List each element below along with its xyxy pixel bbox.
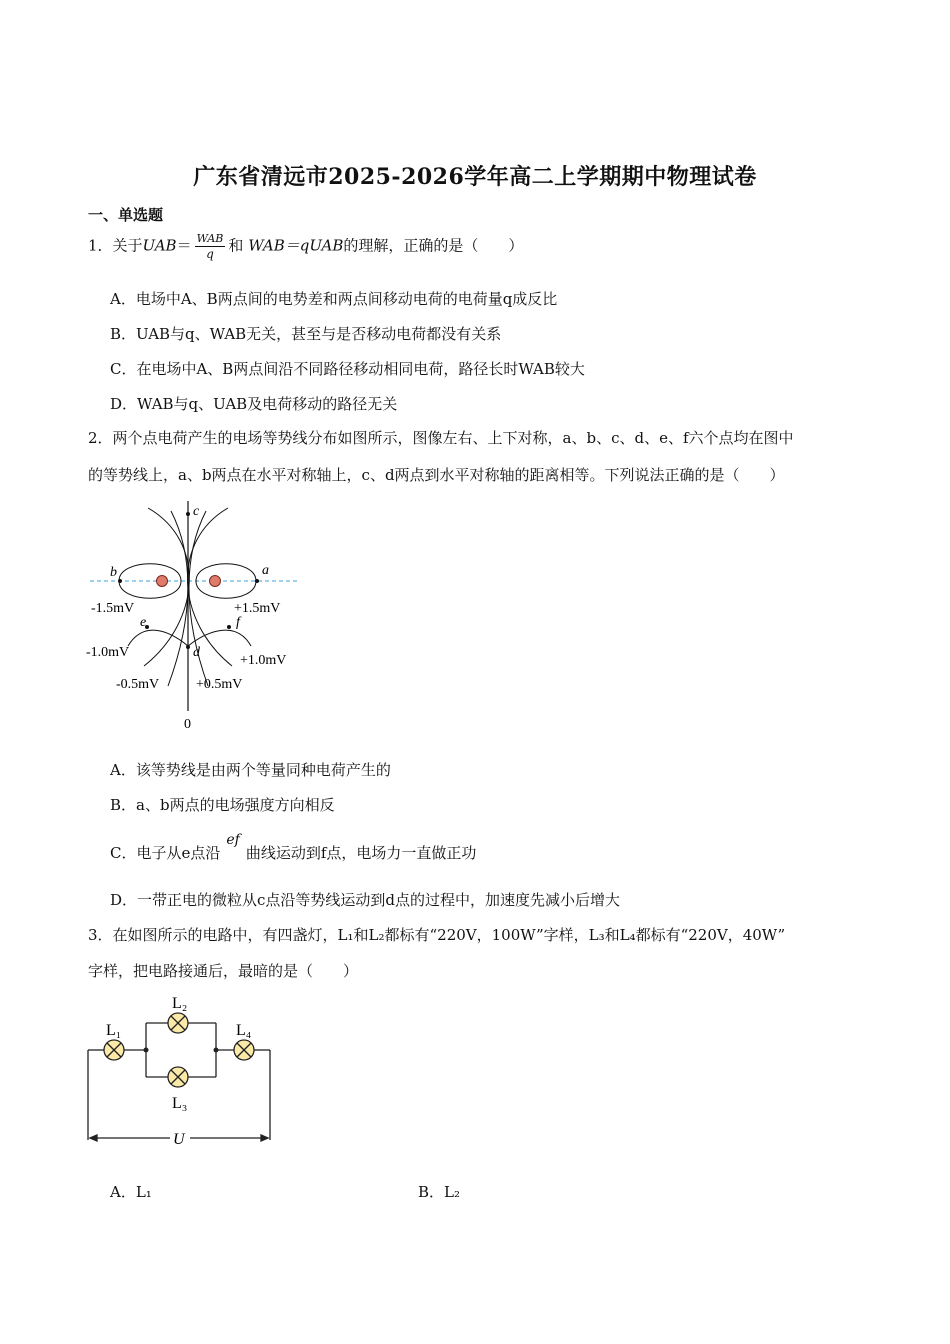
lamp-l4-icon [234,1040,254,1060]
question-2-line-1: 2．两个点电荷产生的电场等势线分布如图所示，图像左右、上下对称，a、b、c、d、e、f六个点均在图中 [88,429,794,447]
circuit-figure [84,990,284,1150]
question-2-line-2: 的等势线上，a、b两点在水平对称轴上，c、d两点到水平对称轴的距离相等。下列说法正确的是（ ） [88,466,785,484]
q2-option-b[interactable]: B．a、b两点的电场强度方向相反 [110,796,335,814]
label-l4: L₄ [236,1022,252,1039]
label-f: f [236,615,240,630]
label-l3: L₃ [172,1095,188,1112]
label-l1: L₁ [106,1022,122,1039]
lamp-l1-icon [104,1040,124,1060]
label-c: c [193,504,200,519]
q3-option-b[interactable]: B．L₂ [418,1183,460,1201]
curve-efd [128,630,251,646]
point-f [227,625,231,629]
q1-uab: UAB [142,236,177,255]
q1-formula: WAB＝qUAB [248,236,344,255]
q1-fraction [195,232,226,261]
curve-right-1 [188,508,232,666]
q2-option-c[interactable] [110,832,477,863]
label-u: U [173,1131,185,1148]
potential-neg-1-5: -1.5mV [91,601,135,616]
label-b: b [110,565,117,580]
point-d [186,645,190,649]
potential-pos-1-0: +1.0mV [240,653,287,668]
junction-left [144,1048,149,1053]
equipotential-figure [86,496,306,736]
point-a [255,579,259,583]
q2-c-post: 曲线运动到f点，电场力一直做正功 [245,844,477,862]
question-3-line-2: 字样，把电路接通后，最暗的是（ ） [88,962,359,980]
question-1-stem [88,232,523,261]
label-l2: L₂ [172,995,188,1012]
lamp-l3-icon [168,1067,188,1087]
potential-neg-0-5: -0.5mV [116,677,160,692]
label-d: d [193,645,200,660]
q2-c-pre: C．电子从e点沿 [110,844,221,862]
q1-option-d[interactable]: D．WAB与q、UAB及电荷移动的路径无关 [110,395,398,413]
q2-option-a[interactable]: A．该等势线是由两个等量同种电荷产生的 [110,761,391,779]
question-3-line-1: 3．在如图所示的电路中，有四盏灯，L₁和L₂都标有“220V，100W”字样，L₃和L₄都标有“220V，40W” [88,926,786,944]
page-title: 广东省清远市2025-2026学年高二上学期期中物理试卷 [193,164,757,190]
junction-right [214,1048,219,1053]
point-c [186,512,190,516]
q1-option-a[interactable]: A．电场中A、B两点间的电势差和两点间移动电荷的电荷量q成反比 [110,290,558,308]
curve-left-1 [144,508,189,666]
potential-pos-1-5: +1.5mV [234,601,281,616]
q3-option-a[interactable]: A．L₁ [110,1183,152,1201]
q1-option-b[interactable]: B．UAB与q、WAB无关，甚至与是否移动电荷都没有关系 [110,325,502,343]
label-a: a [262,563,269,578]
q1-frac-den: q [206,247,214,261]
charge-left [157,576,168,587]
point-b [118,579,122,583]
charge-right [210,576,221,587]
potential-pos-0-5: +0.5mV [196,677,243,692]
potential-neg-1-0: -1.0mV [86,645,130,660]
q1-prefix: 1．关于 [88,236,143,255]
label-e: e [140,615,147,630]
q1-and: 和 [228,236,244,255]
label-zero: 0 [184,717,191,732]
q2-option-d[interactable]: D．一带正电的微粒从c点沿等势线运动到d点的过程中，加速度先减小后增大 [110,891,621,909]
q1-option-c[interactable]: C．在电场中A、B两点间沿不同路径移动相同电荷，路径长时WAB较大 [110,360,585,378]
q2-c-ef: ef [226,832,240,848]
q1-eq: ＝ [176,236,192,255]
lamp-l2-icon [168,1013,188,1033]
q1-tail: 的理解，正确的是（ ） [343,236,524,255]
q1-frac-num: WAB [196,232,224,245]
section-heading: 一、单选题 [88,206,164,224]
